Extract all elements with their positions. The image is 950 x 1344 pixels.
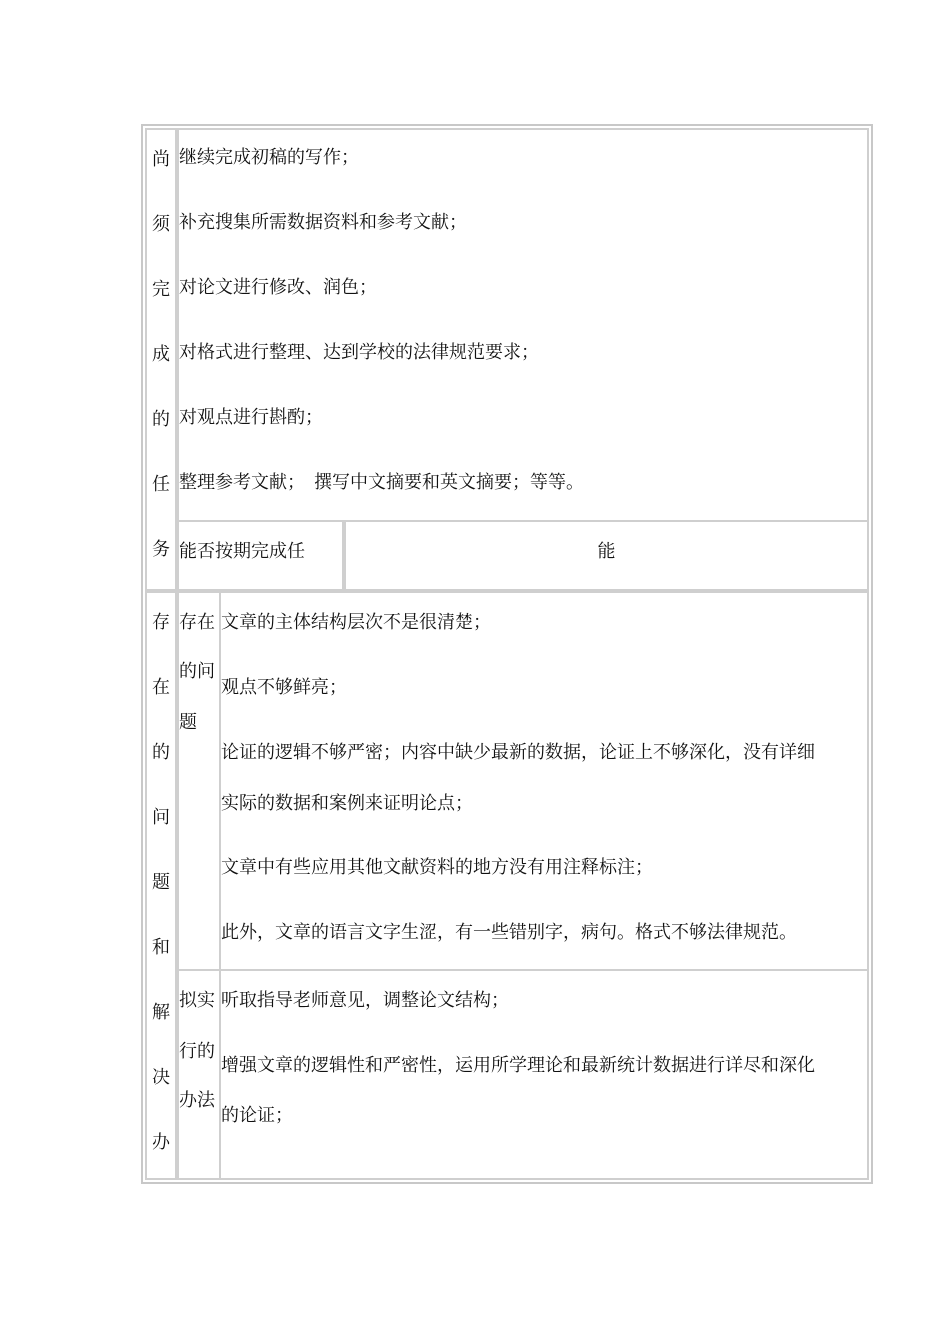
ontime-answer-cell (344, 520, 869, 591)
remaining-tasks-label-char: 须 (152, 214, 170, 235)
remaining-tasks-label-char: 任 (152, 474, 170, 495)
solutions-label-line: 拟实 (179, 990, 215, 1011)
remaining-tasks-content-cell (177, 128, 869, 522)
problems-content-cell (219, 591, 869, 971)
ontime-question-cell (177, 520, 344, 591)
solution-item: 听取指导老师意见，调整论文结构； (221, 990, 509, 1011)
task-item: 继续完成初稿的写作； (179, 147, 359, 168)
task-item: 对格式进行整理、达到学校的法律规范要求； (179, 342, 539, 363)
solutions-label-cell (177, 969, 221, 1180)
problems-label-line: 的问 (179, 661, 215, 682)
task-item: 对论文进行修改、润色； (179, 277, 377, 298)
problems-solutions-label-char: 和 (152, 937, 170, 958)
problems-solutions-label-char: 办 (152, 1132, 170, 1153)
task-item: 对观点进行斟酌； (179, 407, 323, 428)
problem-item: 文章中有些应用其他文献资料的地方没有用注释标注； (221, 857, 653, 878)
problems-solutions-label-char: 在 (152, 677, 170, 698)
remaining-tasks-label-char: 成 (152, 344, 170, 365)
solutions-label-line: 办法 (179, 1090, 215, 1111)
remaining-tasks-label-char: 务 (152, 539, 170, 560)
problem-item: 实际的数据和案例来证明论点； (221, 793, 473, 814)
problems-solutions-label-char: 解 (152, 1002, 170, 1023)
problems-solutions-label-char: 问 (152, 807, 170, 828)
problems-solutions-label-char: 存 (152, 612, 170, 633)
problem-item: 文章的主体结构层次不是很清楚； (221, 612, 491, 633)
task-item: 补充搜集所需数据资料和参考文献； (179, 212, 467, 233)
problem-item: 论证的逻辑不够严密；内容中缺少最新的数据，论证上不够深化，没有详细 (221, 742, 815, 763)
problems-solutions-label-char: 的 (152, 742, 170, 763)
problems-label-line: 题 (179, 712, 197, 733)
problems-label-line: 存在 (179, 612, 215, 633)
ontime-question: 能否按期完成任 (179, 541, 305, 562)
solution-item: 的论证； (221, 1105, 293, 1126)
ontime-answer: 能 (597, 541, 616, 562)
problem-item: 观点不够鲜亮； (221, 677, 347, 698)
solutions-label-line: 行的 (179, 1041, 215, 1062)
problems-solutions-label-cell (145, 591, 177, 1180)
remaining-tasks-label-char: 的 (152, 409, 170, 430)
problems-solutions-label-char: 题 (152, 872, 170, 893)
solutions-content-cell (219, 969, 869, 1180)
remaining-tasks-label-char: 完 (152, 279, 170, 300)
problems-solutions-label-char: 决 (152, 1067, 170, 1088)
problem-item: 此外，文章的语言文字生涩，有一些错别字，病句。格式不够法律规范。 (221, 922, 797, 943)
problems-label-cell (177, 591, 221, 971)
solution-item: 增强文章的逻辑性和严密性，运用所学理论和最新统计数据进行详尽和深化 (221, 1055, 815, 1076)
task-item: 整理参考文献； 撰写中文摘要和英文摘要；等等。 (179, 472, 584, 493)
remaining-tasks-label-char: 尚 (152, 149, 170, 170)
remaining-tasks-label-cell (145, 128, 177, 591)
